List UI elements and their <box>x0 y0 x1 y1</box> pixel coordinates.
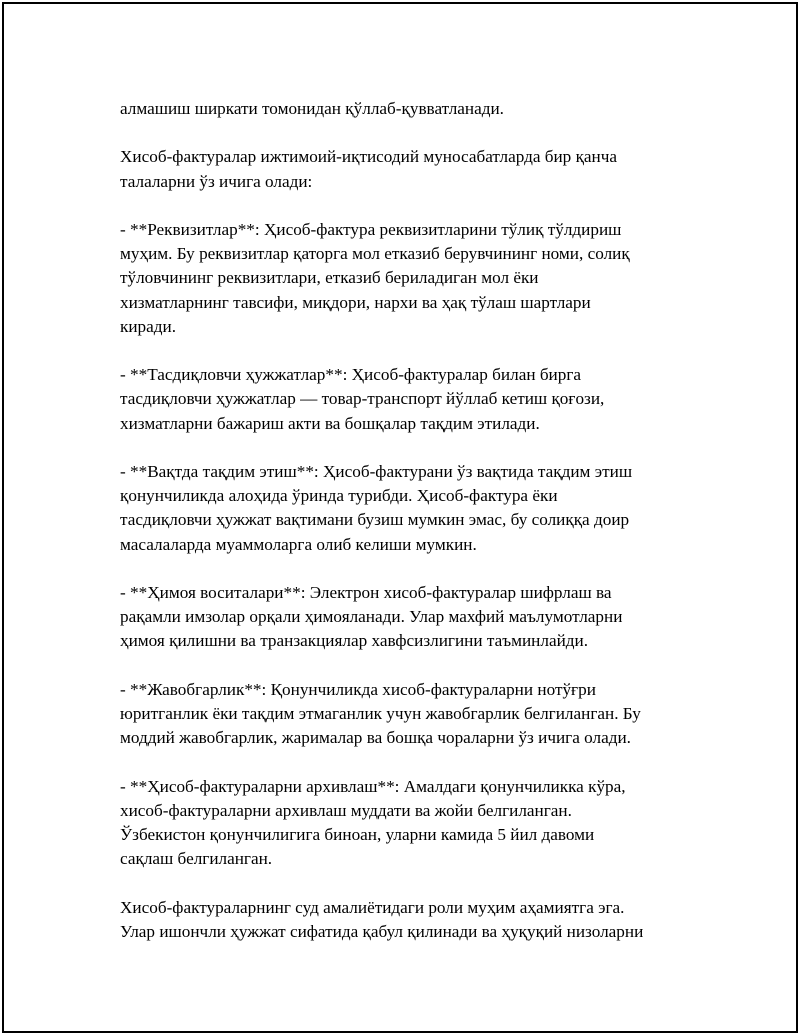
text-line: юритганлик ёки тақдим этмаганлик учун жавобгарлик белгиланган. Бу <box>120 703 641 723</box>
text-line: хизматларни бажариш акти ва бошқалар тақдим этилади. <box>120 413 540 433</box>
list-item-supporting-documents <box>120 363 710 436</box>
text-line: сақлаш белгиланган. <box>120 849 273 869</box>
text-line: муҳим. Бу реквизитлар қаторга мол етказиб берувчининг номи, солиқ <box>120 244 630 264</box>
text-line: моддий жавобгарлик, жарималар ва бошқа чораларни ўз ичига олади. <box>120 728 631 748</box>
paragraph-court-practice <box>120 896 710 944</box>
text-line: Улар ишончли ҳужжат сифатида қабул қилинади ва ҳуқуқий низоларни <box>120 921 644 941</box>
list-item-timely-submission <box>120 460 710 557</box>
text-line: - **Ҳисоб-фактураларни архивлаш**: Амалдаги қонунчиликка кўра, <box>120 776 626 796</box>
text-line: хисоб-фактураларни архивлаш муддати ва жойи белгиланган. <box>120 800 572 820</box>
text-line: Хисоб-фактураларнинг суд амалиётидаги роли муҳим аҳамиятга эга. <box>120 897 625 917</box>
paragraph-intro-continuation <box>120 97 710 121</box>
text-line: масалаларда муаммоларга олиб келиши мумкин. <box>120 534 477 554</box>
list-item-archiving <box>120 775 710 872</box>
document-body <box>120 97 710 968</box>
text-line: алмашиш ширкати томонидан қўллаб-қувватланади. <box>120 99 504 118</box>
text-line: Ўзбекистон қонунчилигига биноан, уларни камида 5 йил давоми <box>120 824 595 844</box>
list-item-protection-means <box>120 581 710 654</box>
text-line: тасдиқловчи ҳужжатлар — товар-транспорт йўллаб кетиш қоғози, <box>120 389 605 409</box>
text-line: - **Ҳимоя воситалари**: Электрон хисоб-фактуралар шифрлаш ва <box>120 582 612 602</box>
text-line: тасдиқловчи ҳужжат вақтимани бузиш мумкин эмас, бу солиққа доир <box>120 510 630 530</box>
text-line: қонунчиликда алоҳида ўринда турибди. Ҳисоб-фактура ёки <box>120 486 558 506</box>
text-line: киради. <box>120 316 177 336</box>
paragraph-requirements-intro <box>120 145 710 193</box>
text-line: хизматларнинг тавсифи, миқдори, нархи ва ҳақ тўлаш шартлари <box>120 292 591 312</box>
text-line: - **Тасдиқловчи ҳужжатлар**: Ҳисоб-фактуралар билан бирга <box>120 365 582 385</box>
text-line: - **Вақтда тақдим этиш**: Ҳисоб-фактурани ўз вақтида тақдим этиш <box>120 461 633 481</box>
text-line: тўловчининг реквизитлари, етказиб бериладиган мол ёки <box>120 268 539 288</box>
page-frame <box>2 2 798 1033</box>
text-line: - **Жавобгарлик**: Қонунчиликда хисоб-фактураларни нотўғри <box>120 679 596 699</box>
text-line: ҳимоя қилишни ва транзакциялар хавфсизлигини таъминлайди. <box>120 631 589 651</box>
text-line: талаларни ўз ичига олади: <box>120 171 313 191</box>
text-line: рақамли имзолар орқали ҳимояланади. Улар махфий маълумотларни <box>120 607 623 627</box>
text-line: - **Реквизитлар**: Ҳисоб-фактура реквизитларини тўлиқ тўлдириш <box>120 219 622 239</box>
list-item-requisites <box>120 218 710 339</box>
text-line: Хисоб-фактуралар ижтимоий-иқтисодий муносабатларда бир қанча <box>120 147 618 167</box>
list-item-liability <box>120 678 710 751</box>
